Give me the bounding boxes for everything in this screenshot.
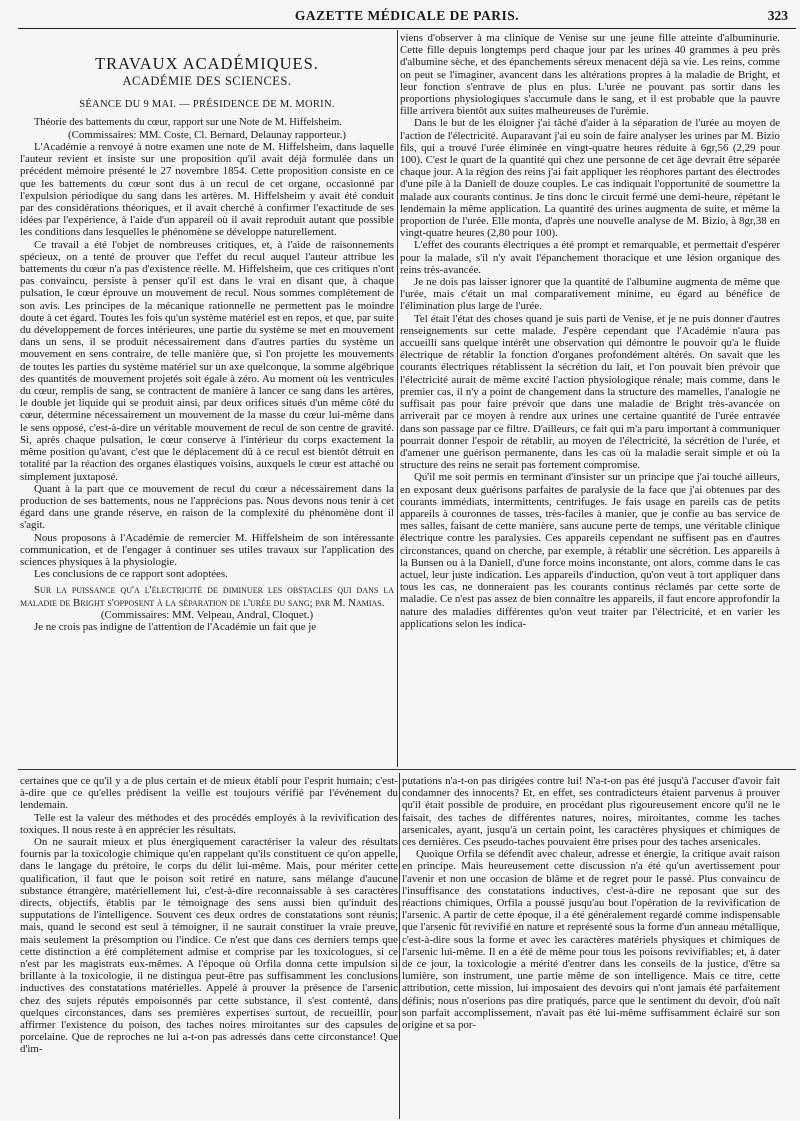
column-divider-upper [397, 30, 398, 767]
paragraph: viens d'observer à ma clinique de Venise sur une jeune fille atteinte d'albuminurie. Cette fille depuis longtemps perd chaque jour par les urines 40 grammes à peu près d'albumine sèche, et des épanchements séreux menacent déjà sa vie. Les reins, comme on peut se l'imaginer, avancent dans les altérations propres à la maladie de Bright, et leur fonction s'entrave de plus en plus. L'urée ne pouvant pas sortir dans les proportions physiologiques s'accumule dans le sang, et il est probable que la pauvre fille arrivera bientôt aux suites malheureuses de l'urémie. [400, 32, 780, 118]
paragraph: Les conclusions de ce rapport sont adoptées. [34, 568, 228, 581]
page-header [18, 6, 796, 29]
paragraph: Tel était l'état des choses quand je suis parti de Venise, et je ne puis donner d'autres renseignements sur cette malade. J'espère cependant que l'Académie n'aura pas accueilli sans quelque intérêt une observation qui démontre le pouvoir qu'a le fluide électrique de rétablir la fonction d'organes profondément altérés. On savait que les courants électriques rétablissent la sécrétion du lait, et l'on pouvait bien prévoir que l'électricité aurait de même excité l'action physiologique rénale; mais comme, dans le premier cas, il n'y a point de changement dans la structure des mamelles, l'analogie ne suffisait pas pour faire prévoir que dans une maladie de Bright très-avancée on arriverait par ce moyen à rendre aux urines une certaine quantité de l'urée entravée dans son passage par ce filtre. D'ailleurs, ce fait qui m'a paru important à communiquer pourrait donner l'espoir de rétablir, au moyen de l'électricité, la sécrétion de l'urée, et d'amener une guérison permanente, dans les cas où la maladie serait simple et où la structure des reins ne serait pas fortement compromise. [400, 312, 780, 472]
section-divider [18, 769, 796, 770]
commissioners: (Commissaires: MM. Coste, Cl. Bernard, Delaunay rapporteur.) [68, 128, 346, 141]
paragraph: On ne saurait mieux et plus énergiquement caractériser la valeur des résultats fournis par la toxicologie chimique qu'en rappelant qu'ils constituent ce qu'on appelle, dans le langage du prétoire, le corps du délit lui-même. Mais, pour mériter cette qualification, il faut que le poison soit retiré en nature, sans mélange d'aucune substance étrangère, matériellement lui, c'est-à-dire reconnaissable à ses caractères directs, objectifs, établis par le témoignage des sens aussi bien qu'induit des supputations de l'intelligence. Souvent ces deux ordres de constatations sont réunis; mais, quand le second est seul à témoigner, il ne saurait constituer la vraie preuve, mais seulement la présomption ou l'indice. Ce n'est que dans ces derniers temps que cette distinction a été complétement admise et comprise par les toxicologues, si ce n'est par les magistrats eux-mêmes. A l'époque où Orfila donna cette impulsion si brillante à la toxicologie, il ne distingua peut-être pas suffisamment les conclusions inductives des constatations matérielles. Appelé à prouver la présence de l'arsenic chez des sujets réputés empoisonnés par cette substance, il s'est contenté, dans quelques circonstances, dans ses premières expertises surtout, de recueillir, pour affirmer l'existence du poison, des taches noires miroitantes sur des capsules de porcelaine. Que de reproches ne lui a-t-on pas adressés dans cette circonstance! Que d'im- [20, 836, 398, 1056]
session-line: SÉANCE DU 9 MAI. — PRÉSIDENCE DE M. MORIN. [79, 99, 335, 111]
page-number: 323 [767, 8, 788, 23]
lower-right-column [402, 775, 780, 1119]
second-commissioners: (Commissaires: MM. Velpeau, Andral, Cloquet.) [100, 608, 314, 621]
paragraph: Je ne dois pas laisser ignorer que la quantité de l'albumine augmenta de même que l'urée, mais c'était un mal comparativement minime, eu égard au bénéfice de l'élimination plus large de l'urée. [400, 276, 780, 313]
paragraph: Ce travail a été l'objet de nombreuses critiques, et, à l'aide de raisonnements spécieux, on a tenté de prouver que l'effet du recul auquel l'auteur attribue les battements du cœur n'a pas d'existence réelle. M. Hiffelsheim, que ces critiques n'ont pas convaincu, persiste à penser qu'il est dans le vrai en disant que, à chaque pulsation, le cœur éprouve un mouvement de recul. Nous sommes complétement de son avis. Les principes de la mécanique rationnelle ne permettent pas le moindre doute à cet égard. Toutes les fois qu'un système matériel est en repos, et que, par suite du développement de forces intérieures, une partie du système se met en mouvement dans un sens, il se produit nécessairement dans d'autres parties du système un mouvement en sens contraire, de telle manière que, si l'on projette les mouvements de toutes les parties du système matériel sur un axe quelconque, la somme algébrique des quantités de mouvement projetés soit égale à zéro. Au moment où les ventricules du cœur, remplis de sang, se contractent de manière à lancer ce sang dans les artères, le double jet liquide qui se produit ainsi, par deux orifices situés d'un même côté du cœur, détermine nécessairement un mouvement de la masse du cœur lui-même dans le sens opposé, c'est-à-dire un véritable mouvement de recul de son centre de gravité. Si, après chaque pulsation, le cœur conserve à l'intérieur du corps exactement la même position qu'avant, c'est que le déplacement dû à ce recul est bientôt détruit en totalité par la réaction des organes élastiques voisins, auxquels le cœur est attaché ou simplement juxtaposé. [20, 238, 394, 483]
paragraph: putations n'a-t-on pas dirigées contre lui! N'a-t-on pas été jusqu'à l'accuser d'avoir fait condamner des innocents? Et, en effet, ses contradicteurs étaient parvenus à prouver qu'il était possible de produire, en procédant plus rigoureusement encore qu'il ne le faisait, des taches de différentes natures, noires, miroitantes, comme les taches arsenicales, ayant, jusqu'à un certain point, les caractères physiques et chimiques de ces dernières. Ces pseudo-taches pouvaient être prises pour des taches arsenicales. [402, 775, 780, 849]
paragraph: Dans le but de les éloigner j'ai tâché d'aider à la séparation de l'urée au moyen de l'action de l'électricité. Auparavant j'ai eu soin de faire analyser les urines par M. Bizio fils, qui a trouvé l'urée éliminée en vingt-quatre heures réduite à 6gr,56 (2,29 pour 100). C'est le quart de la quantité qui chez une personne de cet âge devrait être séparée chaque jour. A la région des reins j'ai fait appliquer les réophores partant des électrodes d'une pile à la Daniell de douze couples. Le cas indiquait l'opportunité de soumettre la malade aux courants continus. Je tins donc le circuit fermé une demi-heure, répétant le lendemain la même application. La quantité des urines augmenta de suite, et même la proportion de l'urée. Elle monta, d'après une nouvelle analyse de M. Bizio, à 8gr,38 en vingt-quatre heures (2,80 pour 100). [400, 117, 780, 240]
paragraph: Nous proposons à l'Académie de remercier M. Hiffelsheim de son intéressante communication, et de l'engager à continuer ses utiles travaux sur l'application des sciences physiques à la physiologie. [20, 531, 394, 568]
upper-left-column [20, 32, 394, 766]
paragraph: Je ne crois pas indigne de l'attention de l'Académie un fait que je [34, 620, 317, 633]
paragraph: L'Académie a renvoyé à notre examen une note de M. Hiffelsheim, dans laquelle l'auteur revient et insiste sur une proposition qu'il avait déjà formulée dans un précédent mémoire présenté le 27 novembre 1854. Cette proposition consiste en ce que les battements du cœur sont dus à un recul de cet organe, occasionné par l'expulsion périodique du sang dans les artères. M. Hiffelsheim y avait été conduit par des considérations théoriques, et il avait cherché à confirmer l'exactitude de ses idées par l'expérience, à l'aide d'un appareil où il avait reproduit autant que possible les conditions dans lesquelles le phénomène se développe naturellement. [20, 141, 394, 239]
subsection-title: ACADÉMIE DES SCIENCES. [122, 74, 292, 89]
paragraph: Telle est la valeur des méthodes et des procédés employés à la revivification des toxiques. Il nous reste à en apprécier les résultats. [20, 811, 398, 836]
report-title: Théorie des battements du cœur, rapport sur une Note de M. Hiffelsheim. [34, 116, 342, 128]
paragraph: Quant à la part que ce mouvement de recul du cœur a nécessairement dans la production de ses battements, nous ne l'apprécions pas. Nous devons nous tenir à cet égard dans une grande réserve, en raison de la complexité du phénomène dont il s'agit. [20, 482, 394, 532]
lower-left-column [20, 775, 398, 1119]
column-divider-lower [399, 773, 400, 1119]
paragraph: Qu'il me soit permis en terminant d'insister sur un principe que j'ai touché ailleurs, en exposant deux guérisons parfaites de paralysie de la face que j'ai obtenues par des courants immédiats, intermittents, centrifuges. Je fais usage en pareils cas de petits appareils à couronnes de tasses, très-faciles à manier, que je confie au bas service de mes salles, faisant de cette manière, sans aucune perte de temps, une véritable clinique électrique contre les paralysies. Ces appareils cependant ne suffisent pas en d'autres circonstances, quand on cherche, par exemple, à rétablir une sécrétion. Les appareils à la Bunsen ou à la Daniell, d'une force moins inconstante, ont alors, comme dans le cas actuel, leur juste indication. Les appareils d'induction, qu'on veut à tort appliquer dans tous les cas, ne donneraient pas les courants continus réclamés par cette sorte de maladie. Ce n'est pas assez de bien connaître les appareils, il faut encore approfondir la nature des maladies différentes qu'on veut traiter par l'électricité, et en varier les applications selon les indica- [400, 471, 780, 630]
section-title: TRAVAUX ACADÉMIQUES. [95, 54, 319, 73]
journal-title: GAZETTE MÉDICALE DE PARIS. [294, 8, 520, 23]
paragraph: Quoique Orfila se défendît avec chaleur, adresse et énergie, la critique avait raison en principe. Mais heureusement cette discussion n'a été qu'un avertissement pour l'avenir et non une occasion de blâme et de regret pour le passé. Plus convaincu de l'insuffisance des constatations inductives, c'est-à-dire ne reposant que sur des réactions chimiques, Orfila a poussé jusqu'au bout l'opération de la revivification de l'arsenic. A partir de cette époque, il a été généralement regardé comme indispensable que l'arsenic fût revivifié en nature et représenté sous la forme d'un anneau métallique, c'est-à-dire sous la forme et avec les caractères matériels physiques et chimiques de l'arsenic lui-même. Il en a été de même pour tous les poisons revivifiables; et, à dater de ce jour, la toxicologie a mérité d'entrer dans les conseils de la justice, d'être sa lumière, son instrument, une partie même de son intelligence. Mais ce titre, cette attribution, cette mission, lui imposaient des devoirs qui n'ont jamais été parfaitement définis; nous n'oserions pas dire pratiqués, parce que le sentiment du devoir, d'où naît son parfait accomplissement, n'avait pas été lui-même suffisamment éclairé sur son origine et sa por- [402, 848, 780, 1032]
upper-right-column [400, 32, 780, 766]
second-report-title: Sur la puissance qu'a l'électricité de diminuer les obstacles qui dans la maladie de Bright s'opposent à la séparation de l'urée du sang; par M. Namias. [20, 584, 394, 609]
paragraph: certaines que ce qu'il y a de plus certain et de mieux établi pour l'esprit humain; c'est-à-dire que ce qu'elles prédisent la veille est toujours vérifié par l'événement du lendemain. [20, 775, 398, 812]
paragraph: L'effet des courants électriques a été prompt et remarquable, et permettait d'espérer pour la malade, s'il n'y avait l'épanchement thoracique et une lésion organique des reins très-avancée. [400, 239, 780, 276]
